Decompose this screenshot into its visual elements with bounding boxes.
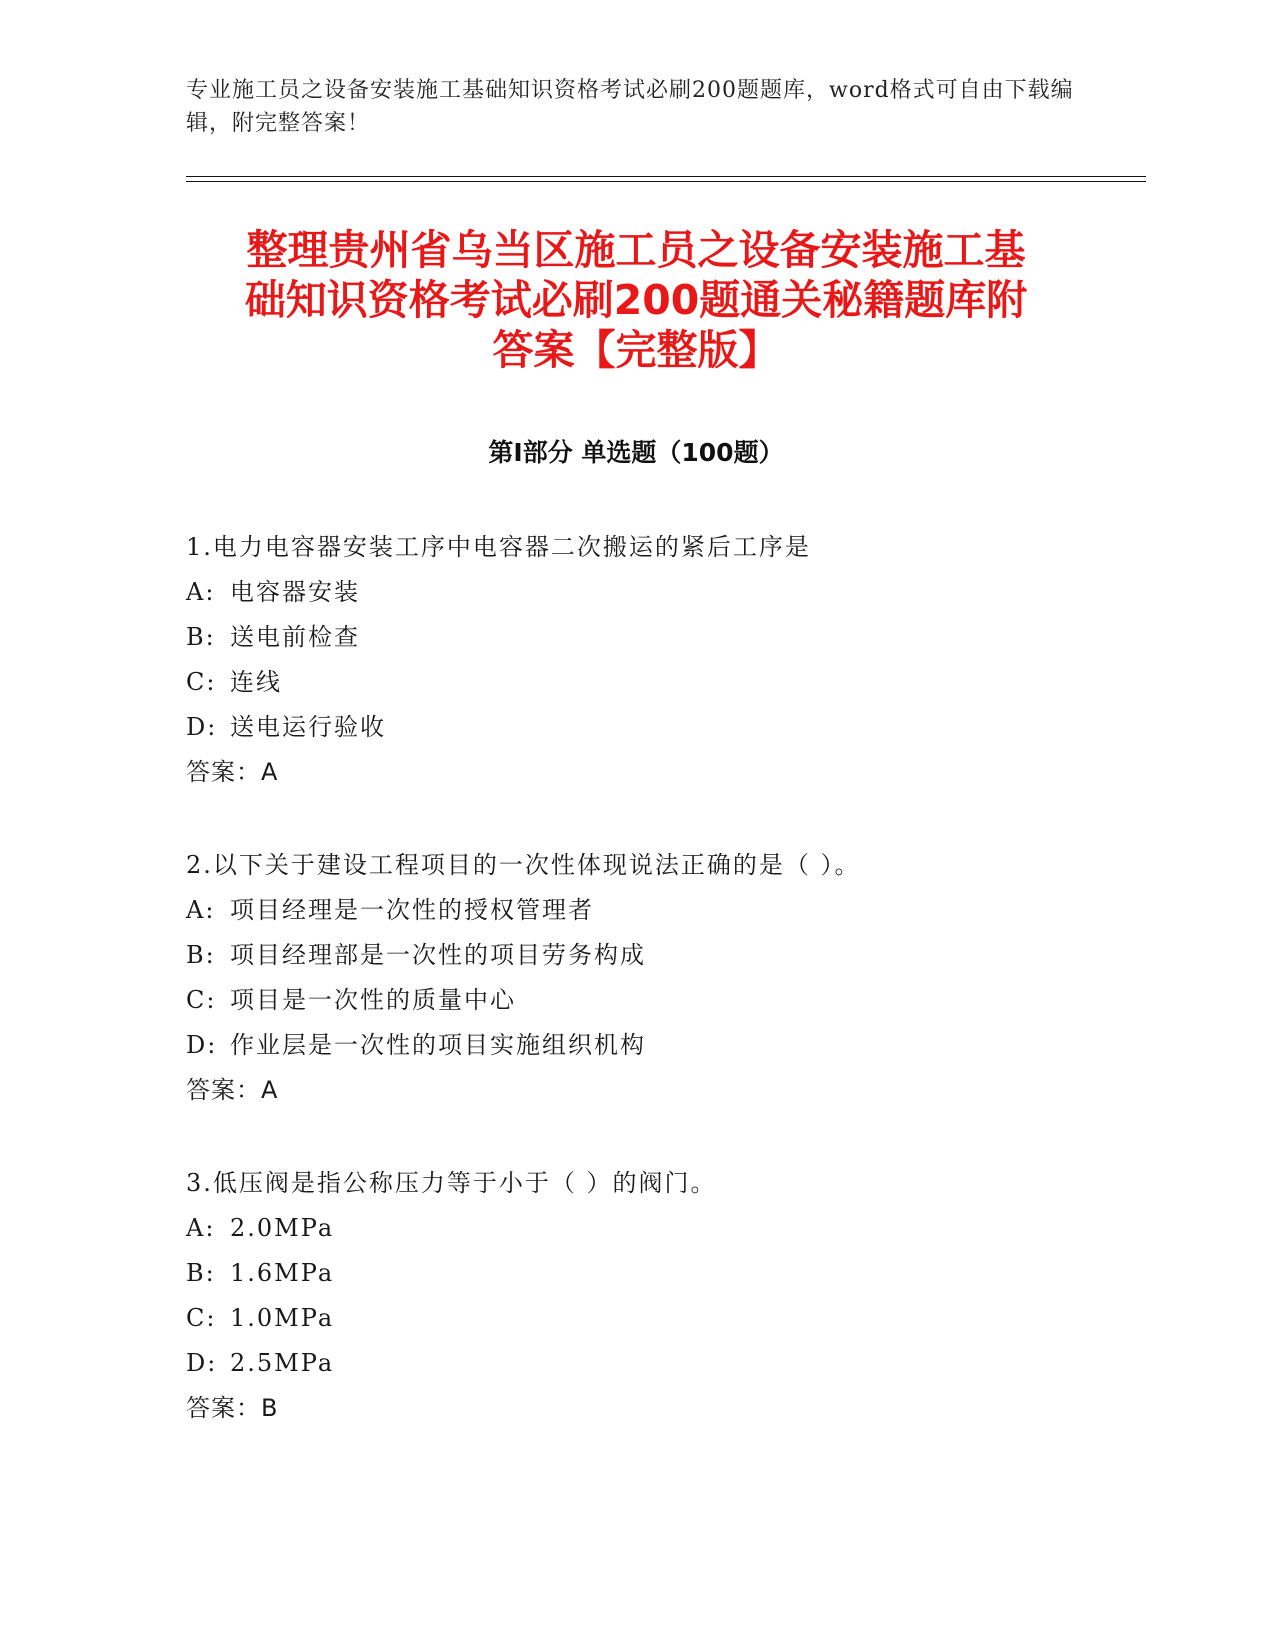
document-title bbox=[186, 225, 1086, 375]
question-1 bbox=[186, 525, 1086, 795]
header-note: 专业施工员之设备安装施工基础知识资格考试必刷200题题库，word格式可自由下载编辑，附完整答案！ bbox=[186, 78, 1074, 136]
option-letter: D: bbox=[186, 713, 218, 741]
option-text: 电容器安装 bbox=[230, 578, 360, 606]
question-stem: 2.以下关于建设工程项目的一次性体现说法正确的是（ ）。 bbox=[186, 851, 861, 879]
option-letter: D: bbox=[186, 1031, 218, 1059]
option-text: 项目经理是一次性的授权管理者 bbox=[230, 896, 594, 924]
option-text: 送电前检查 bbox=[230, 623, 360, 651]
header-rule-bottom bbox=[186, 181, 1146, 182]
option-text: 连线 bbox=[230, 668, 282, 696]
question-2 bbox=[186, 843, 1086, 1113]
option-d bbox=[186, 705, 1086, 750]
option-c bbox=[186, 978, 1086, 1023]
option-letter: C: bbox=[186, 668, 217, 696]
question-stem: 3.低压阀是指公称压力等于小于（ ）的阀门。 bbox=[186, 1169, 717, 1197]
option-text: 1.0MPa bbox=[230, 1304, 335, 1332]
option-a bbox=[186, 570, 1086, 615]
option-text: 项目是一次性的质量中心 bbox=[230, 986, 516, 1014]
option-letter: B: bbox=[186, 1259, 216, 1287]
option-c bbox=[186, 1296, 1086, 1341]
answer-line: 答案：A bbox=[186, 1076, 279, 1104]
option-b bbox=[186, 1251, 1086, 1296]
option-c bbox=[186, 660, 1086, 705]
section-heading: 第Ⅰ部分 单选题（100题） bbox=[488, 438, 784, 467]
option-text: 1.6MPa bbox=[230, 1259, 335, 1287]
option-letter: A: bbox=[186, 578, 216, 606]
answer-line: 答案：B bbox=[186, 1394, 279, 1422]
answer-line: 答案：A bbox=[186, 758, 279, 786]
option-letter: A: bbox=[186, 896, 216, 924]
option-b bbox=[186, 615, 1086, 660]
option-letter: B: bbox=[186, 623, 216, 651]
title-line-2: 础知识资格考试必刷200题通关秘籍题库附 bbox=[244, 276, 1028, 324]
question-3 bbox=[186, 1161, 1086, 1431]
option-d bbox=[186, 1023, 1086, 1068]
option-a bbox=[186, 1206, 1086, 1251]
question-list bbox=[186, 525, 1086, 1479]
option-text: 送电运行验收 bbox=[230, 713, 386, 741]
option-letter: C: bbox=[186, 1304, 217, 1332]
option-letter: C: bbox=[186, 986, 217, 1014]
option-text: 项目经理部是一次性的项目劳务构成 bbox=[230, 941, 646, 969]
option-letter: D: bbox=[186, 1349, 218, 1377]
option-text: 作业层是一次性的项目实施组织机构 bbox=[230, 1031, 646, 1059]
option-a bbox=[186, 888, 1086, 933]
header-rule-top bbox=[186, 176, 1146, 177]
title-line-1: 整理贵州省乌当区施工员之设备安装施工基 bbox=[246, 226, 1026, 274]
option-letter: B: bbox=[186, 941, 216, 969]
option-text: 2.5MPa bbox=[230, 1349, 335, 1377]
option-letter: A: bbox=[186, 1214, 216, 1242]
option-text: 2.0MPa bbox=[230, 1214, 335, 1242]
option-d bbox=[186, 1341, 1086, 1386]
option-b bbox=[186, 933, 1086, 978]
question-stem: 1.电力电容器安装工序中电容器二次搬运的紧后工序是 bbox=[186, 533, 811, 561]
title-line-3: 答案【完整版】 bbox=[492, 326, 780, 374]
